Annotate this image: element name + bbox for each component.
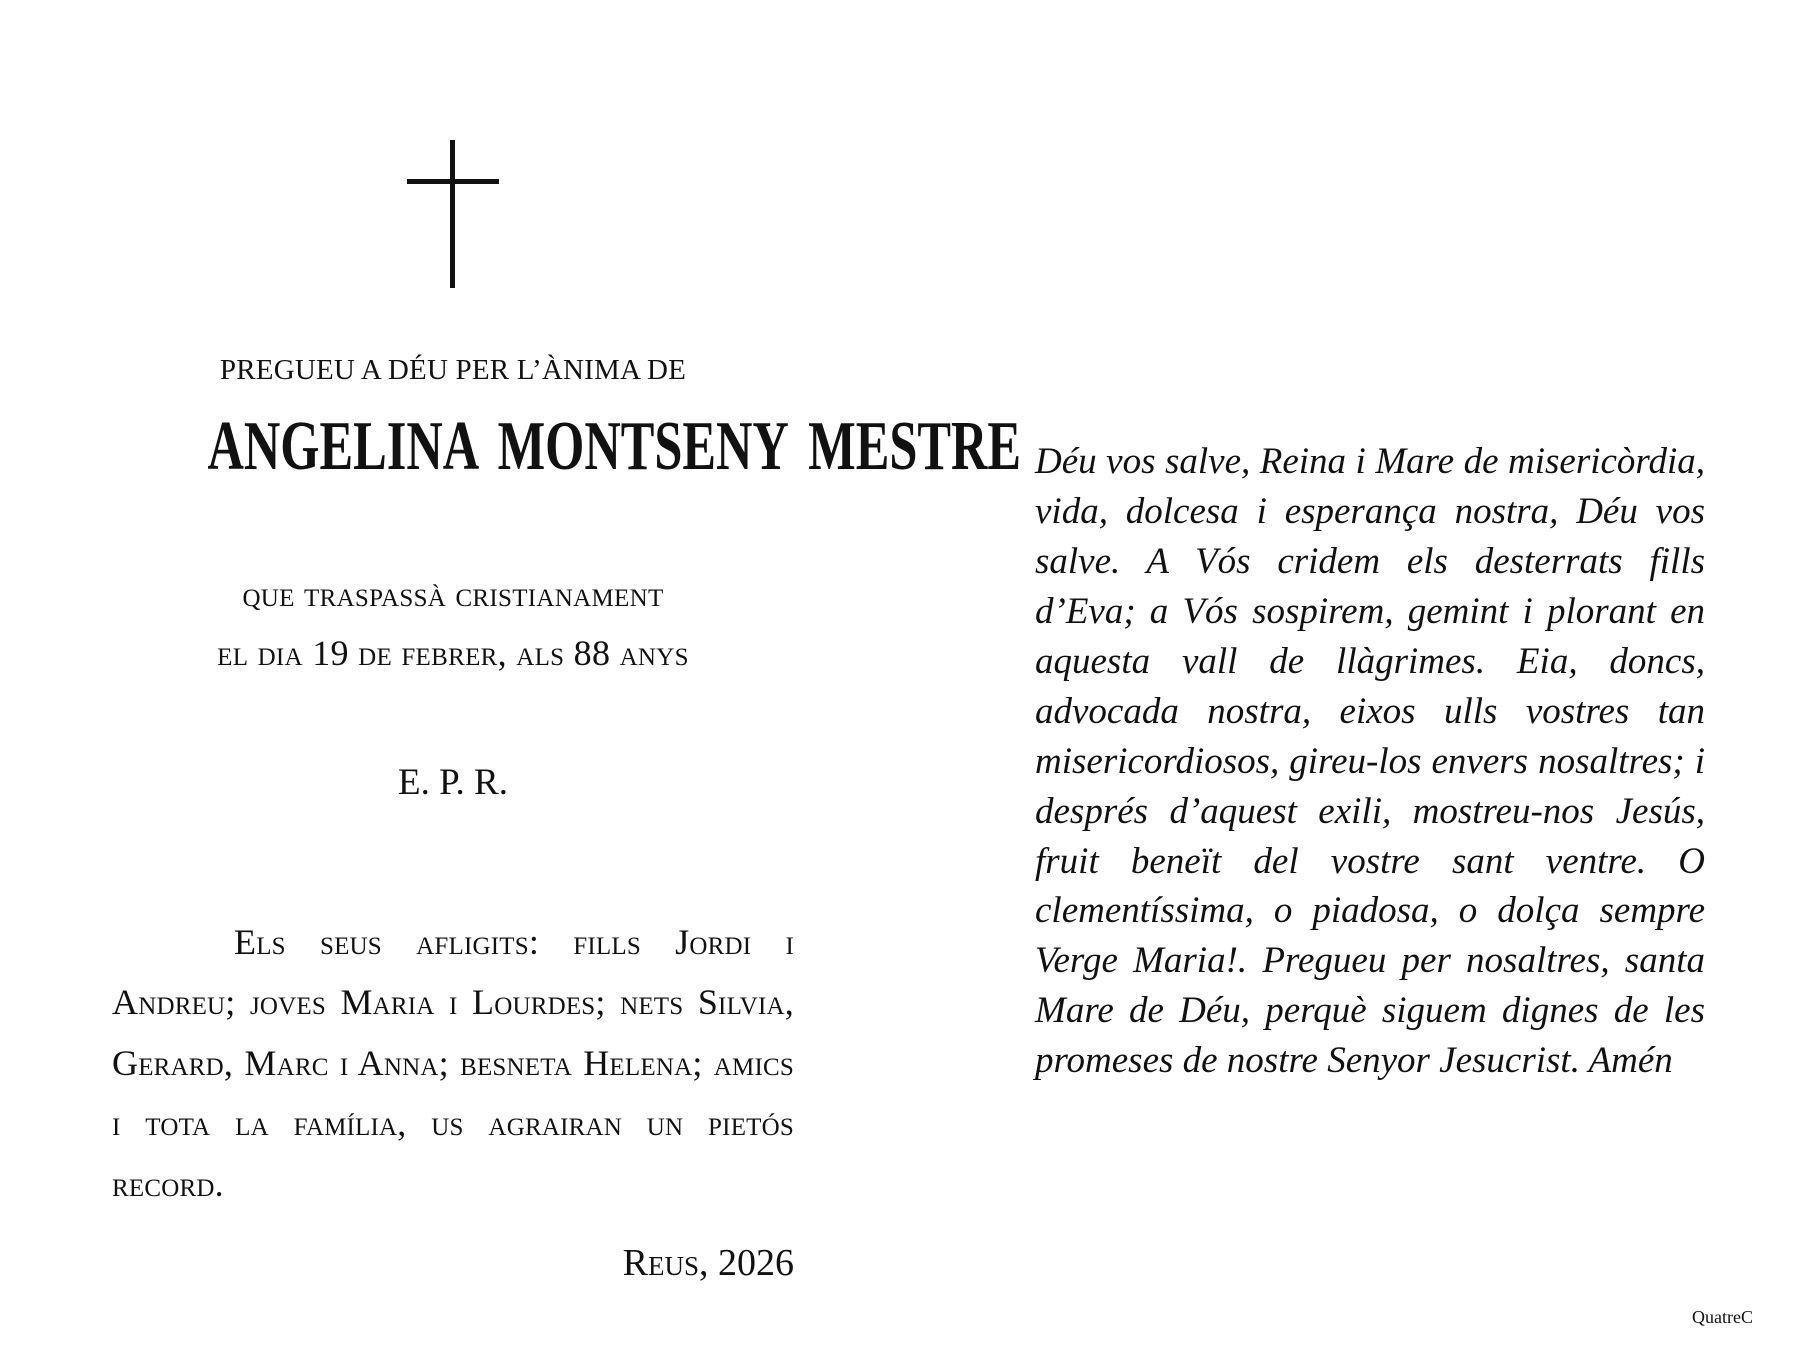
family-mourners-paragraph: Els seus afligits: fills Jordi i Andreu; joves Maria i Lourdes; nets Silvia, Gerard, Marc i Anna; besneta Helena; amics i tota la família, us agrairan un pietós record. [112,922,794,1204]
epr-abbreviation: E. P. R. [397,762,508,803]
death-day: 19 [312,632,349,673]
age-value: 88 [573,632,611,673]
death-details-line-2 [112,624,794,683]
cross-vertical-bar [450,140,455,288]
death-details [112,565,794,682]
place-name: Reus [622,1242,699,1284]
death-date-mid: de febrer, als [348,632,574,673]
deceased-name: ANGELINA MONTSENY MESTRE [207,408,1022,485]
salve-regina-prayer: Déu vos salve, Reina i Mare de misericòrdia, vida, dolcesa i esperança nostra, Déu vos salve. A Vós cridem els desterrats fills d’Eva; a Vós sospirem, gemint i plorant en aquesta vall de llàgrimes. Eia, doncs, advocada nostra, eixos ulls vostres tan misericordiosos, gireu-los envers nosaltres; i després d’aquest exili, mostreu-nos Jesús, fruit beneït del vostre sant ventre. O clementíssima, o piadosa, o dolça sempre Verge Maria!. Pregueu per nosaltres, santa Mare de Déu, perquè siguem dignes de les promeses de nostre Senyor Jesucrist. Amén [1035,441,1705,1082]
intro-line: PREGUEU A DÉU PER L’ÀNIMA DE [219,354,687,386]
death-date-prefix: el dia [217,632,313,673]
cross-horizontal-bar [407,179,499,184]
place-separator: , [699,1242,718,1284]
death-details-line-1: que traspassà cristianament [242,574,664,614]
age-suffix: anys [610,632,689,673]
cross-icon [407,140,499,288]
printer-credit: QuatreC [1692,1307,1753,1327]
place-year: 2026 [718,1242,794,1284]
place-date [623,1241,794,1287]
